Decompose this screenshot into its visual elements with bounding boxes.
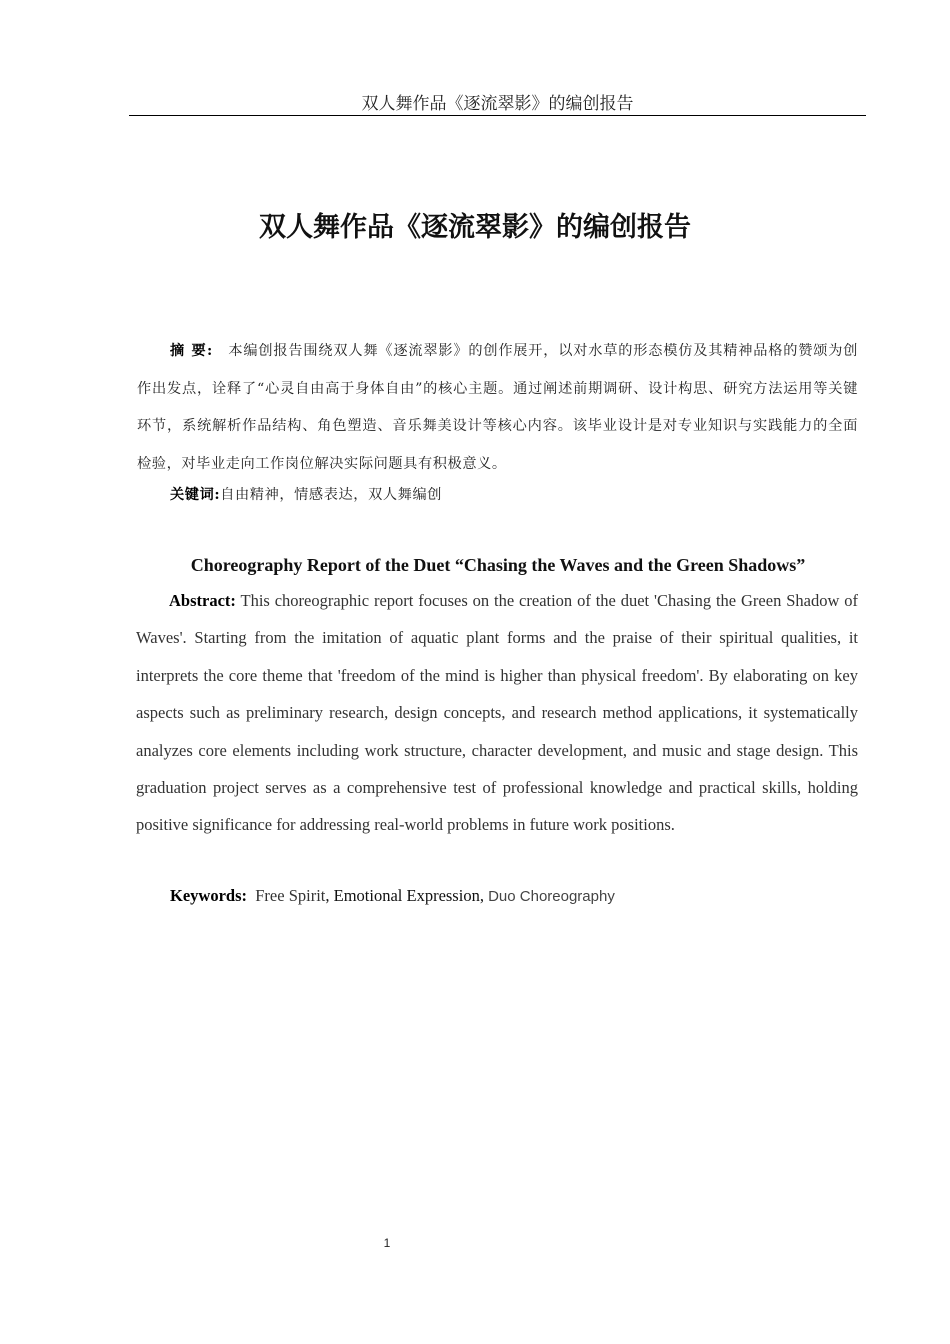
keyword-separator: , (325, 886, 334, 905)
document-title-cn: 双人舞作品《逐流翠影》的编创报告 (259, 212, 691, 243)
abstract-cn (137, 333, 858, 483)
keywords-cn (170, 482, 860, 508)
abstract-en-text: This choreographic report focuses on the creation of the duet 'Chasing the Green Shadow of Waves'. Starting from the imitation of aquatic plant forms and the praise of their spiritual qualities, it interprets the core theme that 'freedom of the mind is higher than physical freedom'. By elaborating on key aspects such as preliminary research, design concepts, and research method applications, it systematically analyzes core elements including work structure, character development, and music and stage design. This graduation project serves as a comprehensive test of professional knowledge and practical skills, holding positive significance for addressing real-world problems in future work positions. (136, 591, 858, 835)
keyword-separator: , (479, 886, 489, 905)
keyword-item: Emotional Expression (333, 886, 480, 905)
abstract-en (136, 582, 858, 844)
document-title-en: Choreography Report of the Duet “Chasing the Waves and the Green Shadows” (190, 555, 806, 575)
keywords-en-label: Keywords: (170, 886, 247, 905)
keywords-en (170, 884, 860, 909)
running-header: 双人舞作品《逐流翠影》的编创报告 (361, 94, 634, 114)
page-number: 1 (383, 1236, 391, 1250)
header-rule (129, 115, 866, 116)
keywords-cn-text: 自由精神，情感表达，双人舞编创 (220, 487, 443, 503)
abstract-cn-label: 摘 要: (170, 343, 214, 359)
abstract-cn-text: 本编创报告围绕双人舞《逐流翠影》的创作展开，以对水草的形态模仿及其精神品格的赞颂为创作出发点，诠释了“心灵自由高于身体自由”的核心主题。通过阐述前期调研、设计构思、研究方法运用等关键环节，系统解析作品结构、角色塑造、音乐舞美设计等核心内容。该毕业设计是对专业知识与实践能力的全面检验，对毕业走向工作岗位解决实际问题具有积极意义。 (137, 343, 859, 472)
keyword-item: Free Spirit (255, 886, 326, 905)
abstract-en-label: Abstract: (169, 591, 236, 610)
keywords-cn-label: 关键词: (170, 487, 221, 503)
keyword-item: Duo Choreography (488, 888, 615, 905)
